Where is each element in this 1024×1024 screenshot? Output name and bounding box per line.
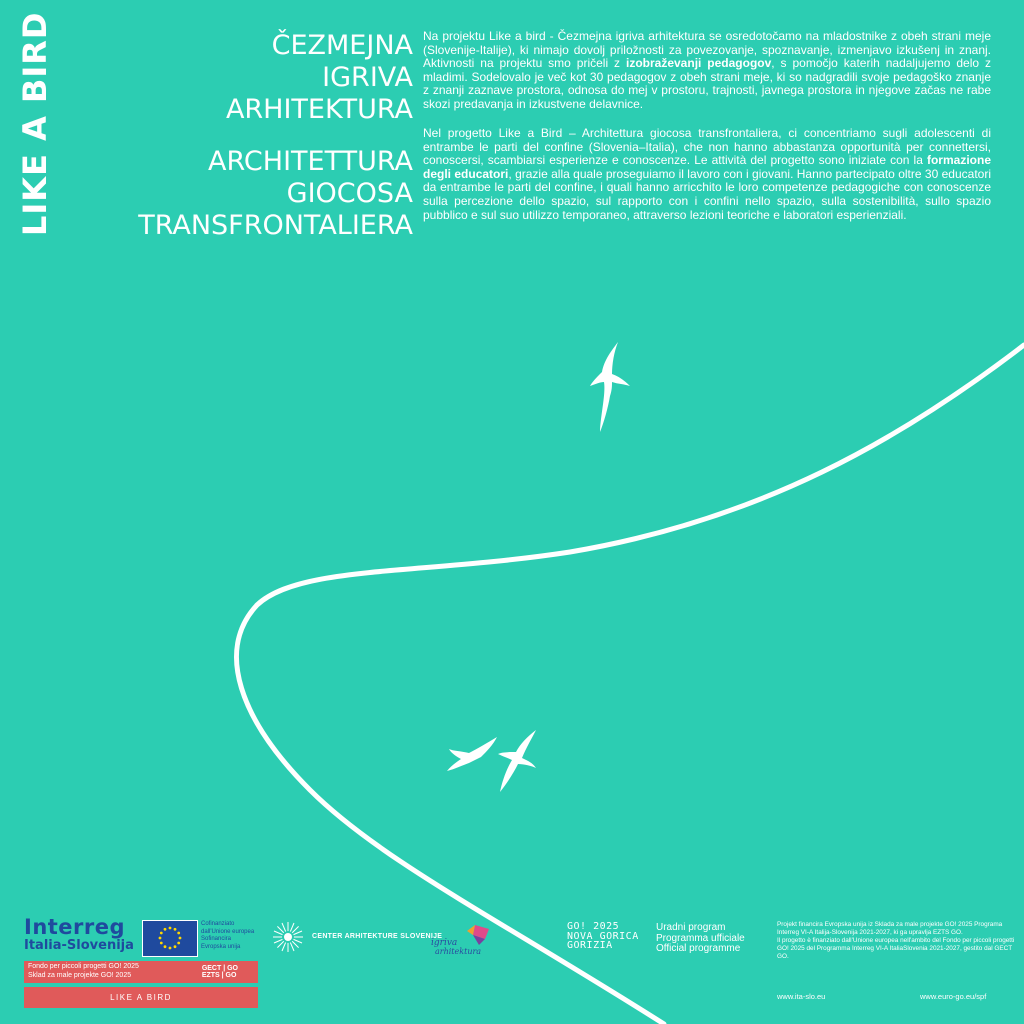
go2025-logo [567,922,639,951]
igriva-arhitektura-logo [431,923,493,957]
eu-flag-icon [142,920,198,957]
paragraph-text: Na projektu Like a bird - Čezmejna igriva arhitektura se osredotočamo na mladostnike z obeh strani meje (Slovenije-Italije), ki nimajo dovolj priložnosti za povezovanje, spoznavanje, izmenjavo izkušenj in znanj. Aktivnosti na projektu smo pričeli z [423,29,991,71]
igriva-logo-text: arhitektura [435,947,482,956]
eu-text-line: dall'Unione europea [201,928,255,935]
link-ita-slo[interactable]: www.ita-slo.eu [777,992,826,1001]
bird-icon [498,730,536,792]
fund-line: Sklad za male projekte GO! 2025 [28,972,132,979]
paragraph-highlight: izobraževanji pedagogov [626,56,772,71]
title-italian [138,146,413,242]
disclaimer-slovenian: Projekt financira Evropska unija iz Sklada za male projekte GO! 2025 Programa Interreg VI-A Italija-Slovenija 2021-2027, ki ga upravlja EZTS GO. [777,921,1003,936]
paragraph-highlight: formazione degli educatori [423,153,991,181]
eu-text-line: Evropska unija [201,943,241,950]
fund-bar [24,961,258,983]
center-arhitekture-logo: CENTER ARHITEKTURE SLOVENIJE [312,933,443,940]
title-line: GIOCOSA [286,178,413,209]
official-programme-line: Uradni program [656,922,726,933]
official-programme-text [656,923,745,955]
go-logo-line: GORIZIA [567,940,613,951]
go-logo-line: GO! 2025 [567,921,620,932]
disclaimer-italian: Il progetto è finanziato dall'Unione europea nell'ambito del Fondo per piccoli progetti GO! 2025 del Programma Interreg VI-A ItaliaSlovenia 2021-2027, gestito dal GECT GO. [777,937,1015,960]
paragraph-text: Nel progetto Like a Bird – Architettura giocosa transfrontaliera, ci concentriamo sugli adolescenti di entrambe le parti del confine (Slovenia–Italia), che non hanno abbastanza opportunità per connettersi, conoscersi, scambiarsi esperienze e conoscenze. Le attività del progetto sono iniziate con la [423,126,991,168]
gect-logo [202,965,238,979]
vertical-title: LIKE A BIRD [16,11,54,236]
fund-line: Fondo per piccoli progetti GO! 2025 [28,963,139,970]
gect-line: GECT | GO [201,965,238,972]
eu-text-line: Cofinanziato [201,921,235,927]
sun-logo-icon [271,920,305,954]
bird-icon [590,342,630,432]
paragraph-text: , s pomočjo katerih nadaljujemo delo z mladimi. Sodelovalo je več kot 30 pedagogov z obeh strani meje, ki so nadgradili svoje pedagoško znanje z znanji zaznave prostora, odnosa do mej v prostoru, trajnosti, javnega prostora in njegove začas ne rabe skozi predavanja in izkustvene delavnice. [423,56,991,111]
interreg-logo-title: Interreg [24,915,126,939]
interreg-logo-sub: Italia-Slovenija [24,938,134,953]
official-programme-line: Programma ufficiale [656,932,745,944]
official-programme-line: Official programme [656,943,741,954]
title-line: ČEZMEJNA [271,30,413,61]
eu-cofinance-text [201,921,271,951]
title-line: IGRIVA [322,62,413,93]
title-line: TRANSFRONTALIERA [138,210,413,241]
eu-text-line: Sofinancira [201,936,232,942]
gect-line: EZTS | GO [201,972,237,979]
go-logo-line: NOVA GORICA [567,930,639,942]
paragraph-italian [423,127,991,222]
paragraph-slovenian [423,30,991,112]
title-line: ARCHITETTURA [208,146,413,177]
paragraph-text: , grazie alla quale proseguiamo il lavoro con i giovani. Hanno partecipato oltre 30 educatori da entrambe le parti del confine, i quali hanno arricchito le loro competenze pedagogiche con conoscenze sulla percezione dello spazio, sul rapporto con i confini nello spazio, sulla sostenibilità, sullo spazio pubblico e sul suo utilizzo temporaneo, attraverso lezioni teoriche e laboratori esperienziali. [423,166,991,222]
title-line: ARHITEKTURA [225,94,413,125]
igriva-logo-text: igriva [431,938,458,948]
link-euro-go[interactable]: www.euro-go.eu/spf [920,992,987,1001]
like-a-bird-bar: LIKE A BIRD [24,987,258,1008]
title-slovenian [226,30,413,126]
bird-icon [447,737,497,771]
funding-disclaimer [777,921,1017,961]
